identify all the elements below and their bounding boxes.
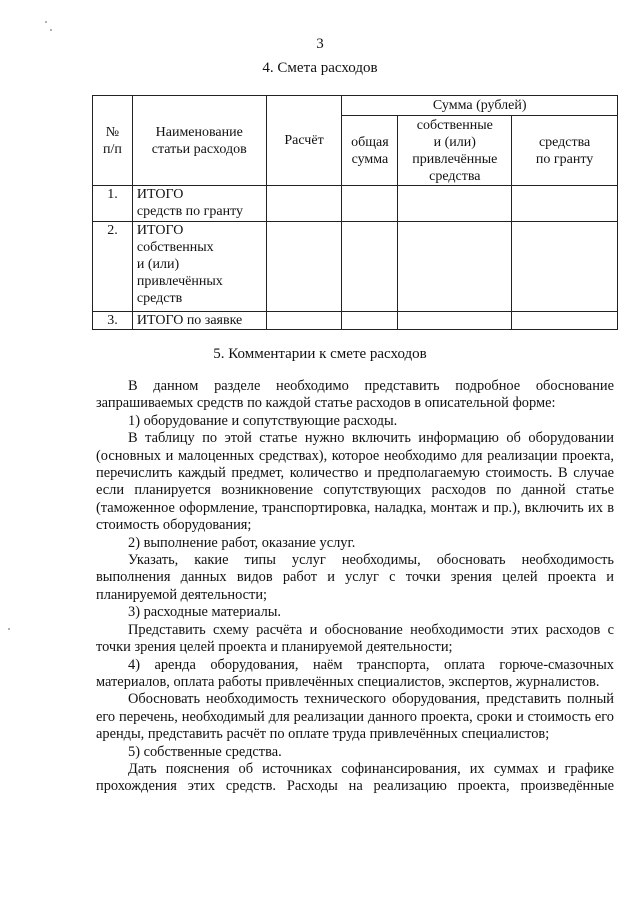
cell-empty <box>342 186 398 222</box>
paragraph: 1) оборудование и сопутствующие расходы. <box>128 412 398 429</box>
paragraph: 4) аренда оборудования, наём транспорта, оплата горюче-смазочных материалов, оплата работы привлечённых специалистов, экспертов, журналистов. <box>96 656 614 690</box>
row-num: 3. <box>93 312 133 330</box>
paragraph: 2) выполнение работ, оказание услуг. <box>128 534 356 551</box>
scan-speck <box>45 21 47 23</box>
row-label: ИТОГО собственных и (или) привлечённых средств <box>132 222 266 312</box>
cell-empty <box>342 222 398 312</box>
cell-empty <box>266 222 342 312</box>
cell-empty <box>266 312 342 330</box>
scan-speck <box>50 29 52 31</box>
header-own-funds: собственные и (или) привлечённые средства <box>398 116 512 186</box>
cell-empty <box>512 312 618 330</box>
header-total: общая сумма <box>342 116 398 186</box>
paragraph: Обосновать необходимость технического оборудования, представить полный его перечень, необходимый для реализации данного проекта, сроки и стоимость его аренды, представить расчёт по оплате труда привлечённых специалистов; <box>96 691 614 743</box>
paragraph: В таблицу по этой статье нужно включить информацию об оборудовании (основных и малоценных средствах), которое необходимо для реализации проекта, перечислить каждый предмет, количество и предполагаемую стоимость. В случае если планируется возникновение сопутствующих расходов по данной статье (таможенное оформление, транспортировка, наладка, монтаж и пр.), включить их в стоимость оборудования; <box>96 430 614 534</box>
header-name: Наименование статьи расходов <box>132 96 266 186</box>
scan-speck <box>8 628 10 630</box>
page-number: 3 <box>316 36 324 52</box>
header-calc: Расчёт <box>266 96 342 186</box>
header-grant: средства по гранту <box>512 116 618 186</box>
cell-empty <box>512 186 618 222</box>
table-row <box>93 186 618 222</box>
paragraph: Указать, какие типы услуг необходимы, обосновать необходимость выполнения данных видов работ и услуг с точки зрения целей проекта и планируемой деятельности; <box>96 552 614 603</box>
table-row <box>93 222 618 312</box>
table-header-row <box>93 96 618 116</box>
section-4-title: 4. Смета расходов <box>262 60 378 76</box>
header-num: № п/п <box>93 96 133 186</box>
cell-empty <box>342 312 398 330</box>
paragraph: Дать пояснения об источниках софинансирования, их суммах и графике прохождения этих средств. Расходы на реализацию проекта, произведённые <box>96 760 614 795</box>
row-num: 1. <box>93 186 133 222</box>
row-num: 2. <box>93 222 133 312</box>
row-label: ИТОГО по заявке <box>132 312 266 330</box>
cell-empty <box>398 312 512 330</box>
paragraph: 5) собственные средства. <box>128 743 282 760</box>
row-label: ИТОГО средств по гранту <box>132 186 266 222</box>
cell-empty <box>398 222 512 312</box>
cell-empty <box>512 222 618 312</box>
cell-empty <box>398 186 512 222</box>
paragraph: Представить схему расчёта и обоснование необходимости этих расходов с точки зрения целей проекта и планируемой деятельности; <box>96 621 614 656</box>
paragraph: 3) расходные материалы. <box>128 604 282 621</box>
cell-empty <box>266 186 342 222</box>
paragraph: В данном разделе необходимо представить подробное обоснование запрашиваемых средств по каждой статье расходов в описательной форме: <box>96 378 614 412</box>
table-row <box>93 312 618 330</box>
section-5-title: 5. Комментарии к смете расходов <box>213 346 427 362</box>
comments-body <box>96 378 614 796</box>
budget-table <box>92 95 618 330</box>
header-sum-group: Сумма (рублей) <box>342 96 618 116</box>
